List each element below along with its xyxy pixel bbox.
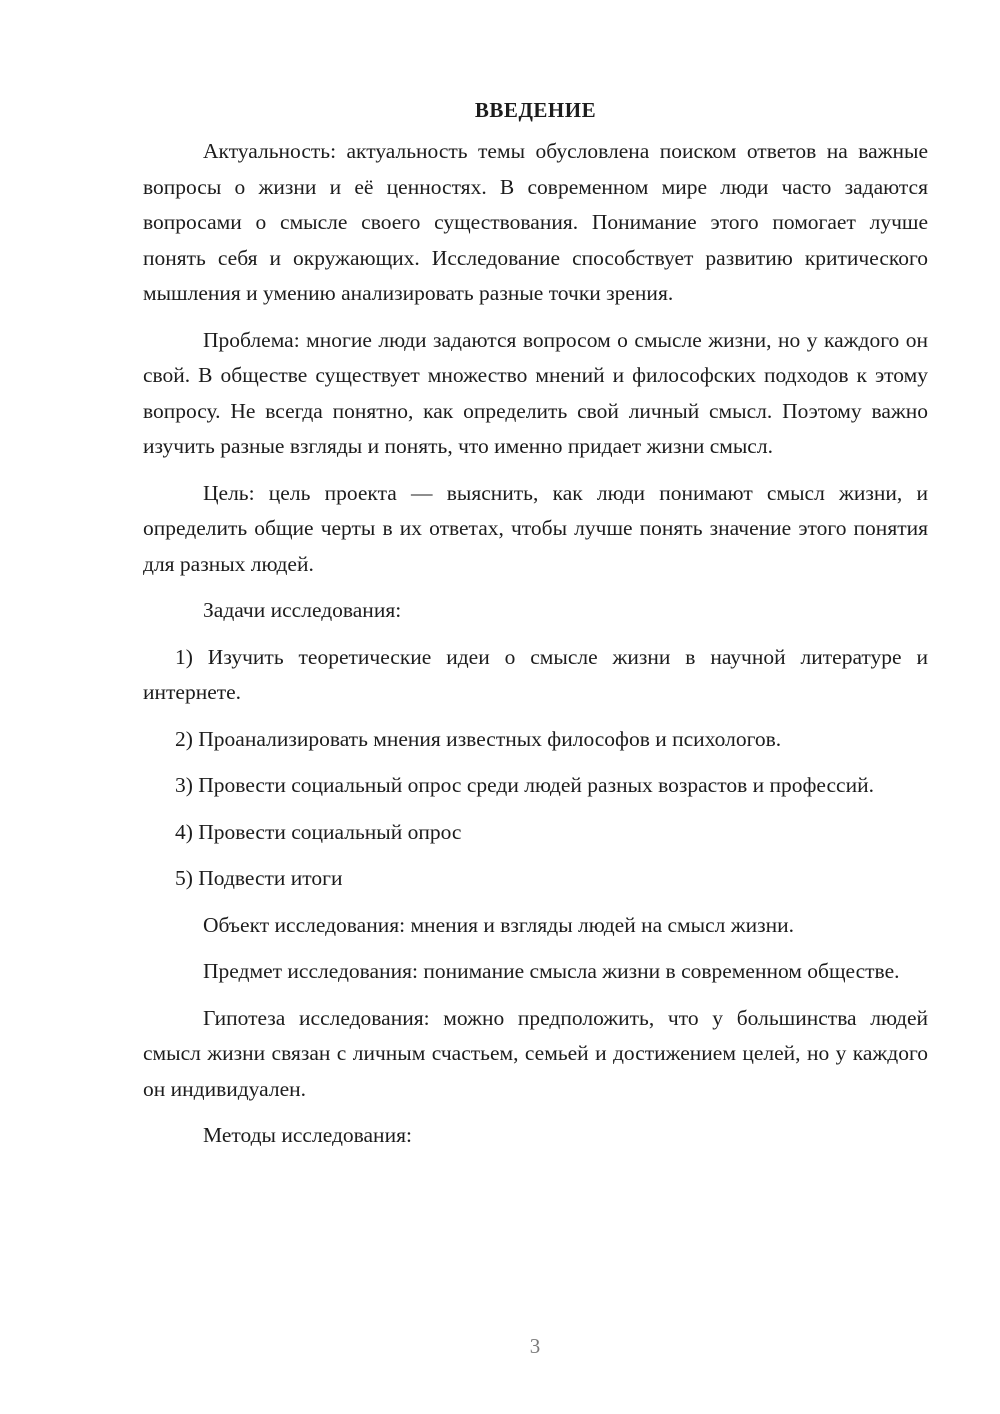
tasks-heading: Задачи исследования: (203, 598, 402, 622)
page-number: 3 (529, 1334, 541, 1358)
document-page (143, 94, 928, 1165)
task-item-1: 1) Изучить теоретические идеи о смысле жизни в научной литературе и интернете. (143, 644, 928, 704)
page-title: ВВЕДЕНИЕ (474, 98, 597, 122)
task-item-5: 5) Подвести итоги (175, 866, 343, 890)
methods-heading: Методы исследования: (203, 1123, 412, 1147)
relevance-paragraph: Актуальность: актуальность темы обусловлена поиском ответов на важные вопросы о жизни и её ценностях. В современном мире люди часто задаются вопросами о смысле своего существования. Понимание этого помогает лучше понять себя и окружающих. Исследование способствует развитию критического мышления и умению анализировать разные точки зрения. (143, 139, 928, 305)
hypothesis-paragraph: Гипотеза исследования: можно предположить, что у большинства людей смысл жизни связан с личным счастьем, семьей и достижением целей, но у каждого он индивидуален. (143, 1005, 928, 1101)
task-item-4: 4) Провести социальный опрос (175, 819, 462, 844)
object-paragraph: Объект исследования: мнения и взгляды людей на смысл жизни. (203, 912, 794, 937)
task-item-3: 3) Провести социальный опрос среди людей разных возрастов и профессий. (175, 773, 874, 797)
subject-paragraph: Предмет исследования: понимание смысла жизни в современном обществе. (203, 959, 900, 983)
goal-paragraph: Цель: цель проекта — выяснить, как люди понимают смысл жизни, и определить общие черты в их ответах, чтобы лучше понять значение этого понятия для разных людей. (143, 480, 928, 576)
task-item-2: 2) Проанализировать мнения известных философов и психологов. (175, 726, 782, 751)
problem-paragraph: Проблема: многие люди задаются вопросом о смысле жизни, но у каждого он свой. В обществе существует множество мнений и философских подходов к этому вопросу. Не всегда понятно, как определить свой личный смысл. Поэтому важно изучить разные взгляды и понять, что именно придает жизни смысл. (143, 327, 928, 458)
